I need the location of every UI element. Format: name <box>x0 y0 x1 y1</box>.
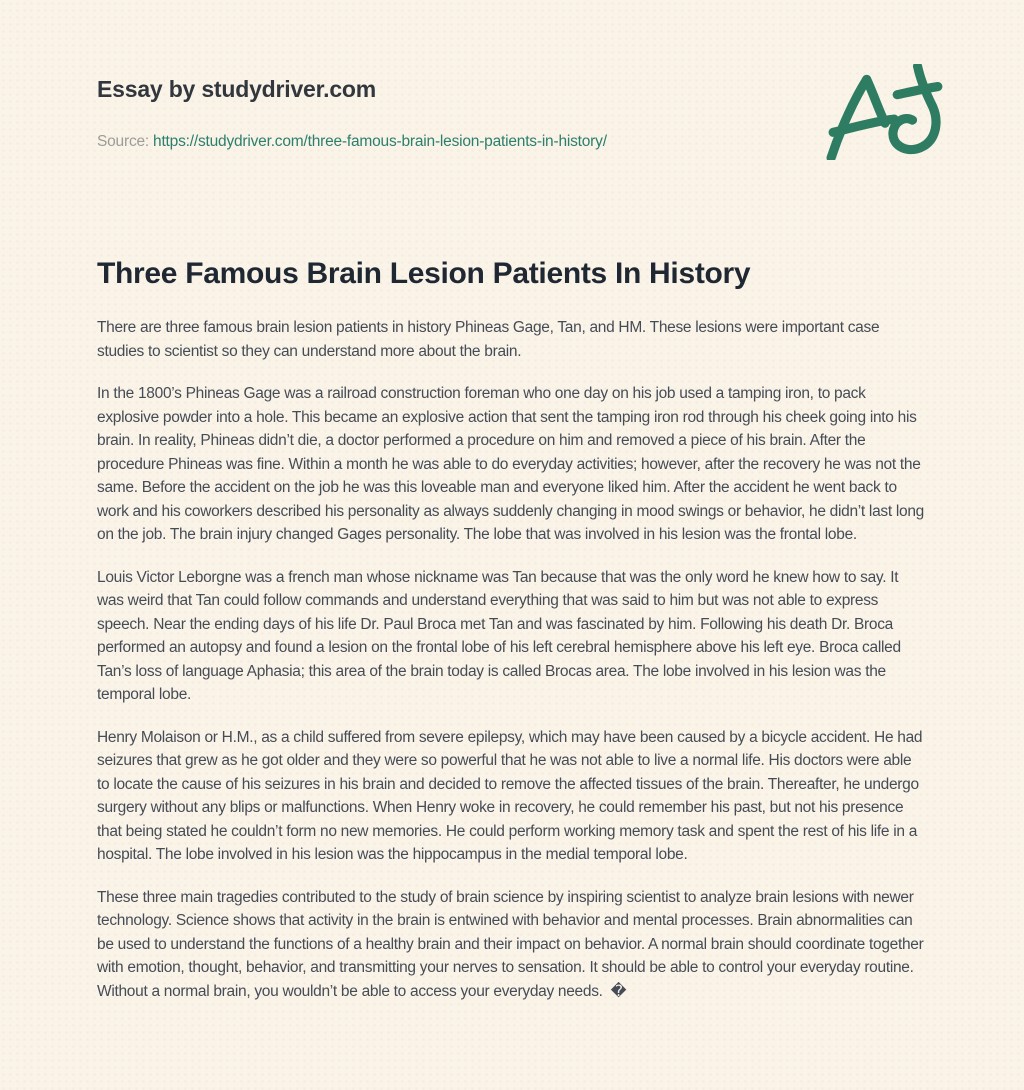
essay-by-heading: Essay by studydriver.com <box>97 76 377 102</box>
essay-paragraph: These three main tragedies contributed to the study of brain science by inspiring scientist to analyze brain lesions with newer technology. Science shows that activity in the brain is entwined with behavior and mental processes. Brain abnormalities can be used to understand the functions of a healthy brain and their impact on behavior. A normal brain should coordinate together with emotion, thought, behavior, and transmitting your nerves to sensation. It should be able to control your everyday routine. Without a normal brain, you wouldn’t be able to access your everyday needs. � <box>97 888 928 1000</box>
essay-paragraphs <box>97 316 927 1003</box>
source-url-link[interactable]: https://studydriver.com/three-famous-brain-lesion-patients-in-history/ <box>153 133 607 150</box>
essay-content <box>97 257 927 1003</box>
page-header <box>97 76 927 151</box>
source-line <box>97 133 927 151</box>
studydriver-logo <box>826 64 944 160</box>
essay-paragraph: In the 1800’s Phineas Gage was a railroad construction foreman who one day on his job used a tamping iron, to pack explosive powder into a hole. This became an explosive action that sent the tamping iron rod through his cheek going into his brain. In reality, Phineas didn’t die, a doctor performed a procedure on him and removed a piece of his brain. After the procedure Phineas was fine. Within a month he was able to do everyday activities; however, after the recovery he was not the same. Before the accident on the job he was this loveable man and everyone liked him. After the accident he went back to work and his coworkers described his personality as always suddenly changing in mood swings or behavior, he didn’t last long on the job. The brain injury changed Gages personality. The lobe that was involved in his lesion was the frontal lobe. <box>97 385 928 543</box>
source-label: Source: <box>97 133 150 150</box>
essay-title: Three Famous Brain Lesion Patients In History <box>97 257 751 290</box>
a-plus-logo-icon <box>826 64 944 160</box>
essay-paragraph: Henry Molaison or H.M., as a child suffered from severe epilepsy, which may have been caused by a bicycle accident. He had seizures that grew as he got older and they were so powerful that he was not able to live a normal life. His doctors were able to locate the cause of his seizures in his brain and decided to remove the affected tissues of the brain. Thereafter, he undergo surgery without any blips or malfunctions. When Henry woke in recovery, he could remember his past, but not his presence that being stated he couldn’t form no new memories. He could perform working memory task and spent the rest of his life in a hospital. The lobe involved in his lesion was the hippocampus in the medial temporal lobe. <box>97 728 927 863</box>
essay-paragraph: Louis Victor Leborgne was a french man whose nickname was Tan because that was the only word he knew how to say. It was weird that Tan could follow commands and understand everything that was said to him but was not able to express speech. Near the ending days of his life Dr. Paul Broca met Tan and was fascinated by him. Following his death Dr. Broca performed an autopsy and found a lesion on the frontal lobe of his left cerebral hemisphere above his left eye. Broca called Tan’s loss of language Aphasia; this area of the brain today is called Brocas area. The lobe involved in his lesion was the temporal lobe. <box>97 568 905 703</box>
essay-paragraph: There are three famous brain lesion patients in history Phineas Gage, Tan, and HM. These lesions were important case studies to scientist so they can understand more about the brain. <box>97 319 884 360</box>
